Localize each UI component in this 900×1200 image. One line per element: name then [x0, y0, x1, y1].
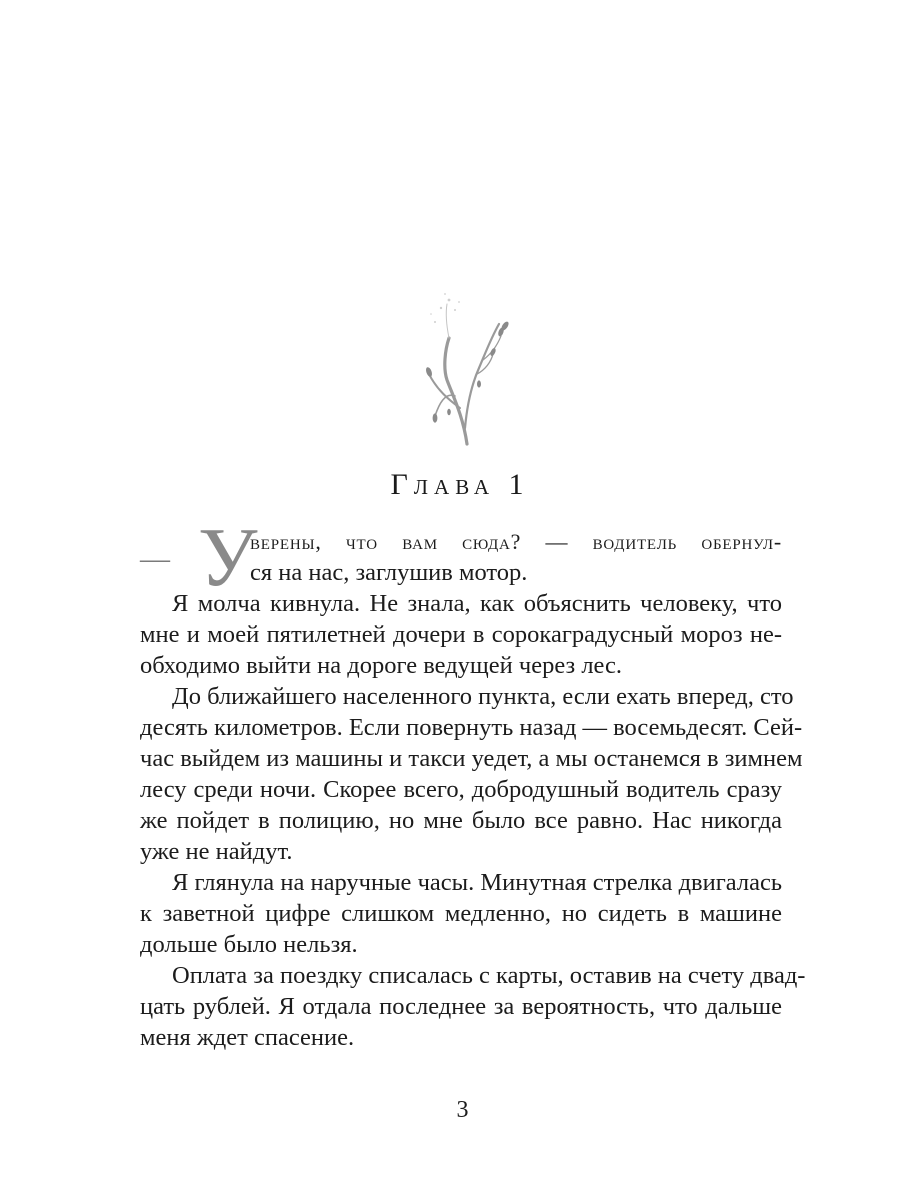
paragraph-line: лесу среди ночи. Скорее всего, добродушный водитель сразу: [140, 776, 782, 803]
paragraph-line: Я глянула на наручные часы. Минутная стрелка двигалась: [172, 869, 782, 896]
page-number: 3: [456, 1097, 469, 1123]
paragraph-line: мне и моей пятилетней дочери в сорокаградусный мороз не-: [140, 621, 782, 648]
opening-line-1: верены, что вам сюда? — водитель обернул-: [250, 529, 782, 554]
paragraph-line: десять километров. Если повернуть назад — восемьдесят. Сей-: [140, 714, 803, 741]
paragraph-line: к заветной цифре слишком медленно, но сидеть в машине: [140, 900, 782, 927]
paragraph-2: [140, 681, 803, 867]
paragraph-line: цать рублей. Я отдала последнее за вероятность, что дальше: [140, 993, 782, 1020]
paragraph-line: уже не найдут.: [140, 838, 293, 865]
opening-line-2: ся на нас, заглушив мотор.: [250, 559, 528, 586]
paragraph-line: обходимо выйти на дороге ведущей через лес.: [140, 652, 623, 679]
paragraph-line: же пойдет в полицию, но мне было все равно. Нас никогда: [140, 807, 782, 834]
paragraph-line: Я молча кивнула. Не знала, как объяснить человеку, что: [172, 590, 782, 617]
drop-cap: У: [198, 511, 258, 604]
paragraph-line: дольше было нельзя.: [140, 931, 358, 958]
dialogue-dash: —: [140, 542, 170, 575]
chapter-body: [140, 511, 806, 1053]
paragraph-3: [140, 867, 782, 960]
paragraph-4: [140, 960, 806, 1053]
dandelion-sprig-icon: [405, 288, 515, 450]
paragraph-line: меня ждет спасение.: [140, 1024, 355, 1051]
chapter-title: Глава 1: [390, 468, 530, 501]
paragraph-line: Оплата за поездку списалась с карты, оставив на счету двад-: [172, 962, 806, 989]
paragraph-line: До ближайшего населенного пункта, если ехать вперед, сто: [172, 683, 794, 710]
paragraph-line: час выйдем из машины и такси уедет, а мы останемся в зимнем: [140, 745, 803, 772]
